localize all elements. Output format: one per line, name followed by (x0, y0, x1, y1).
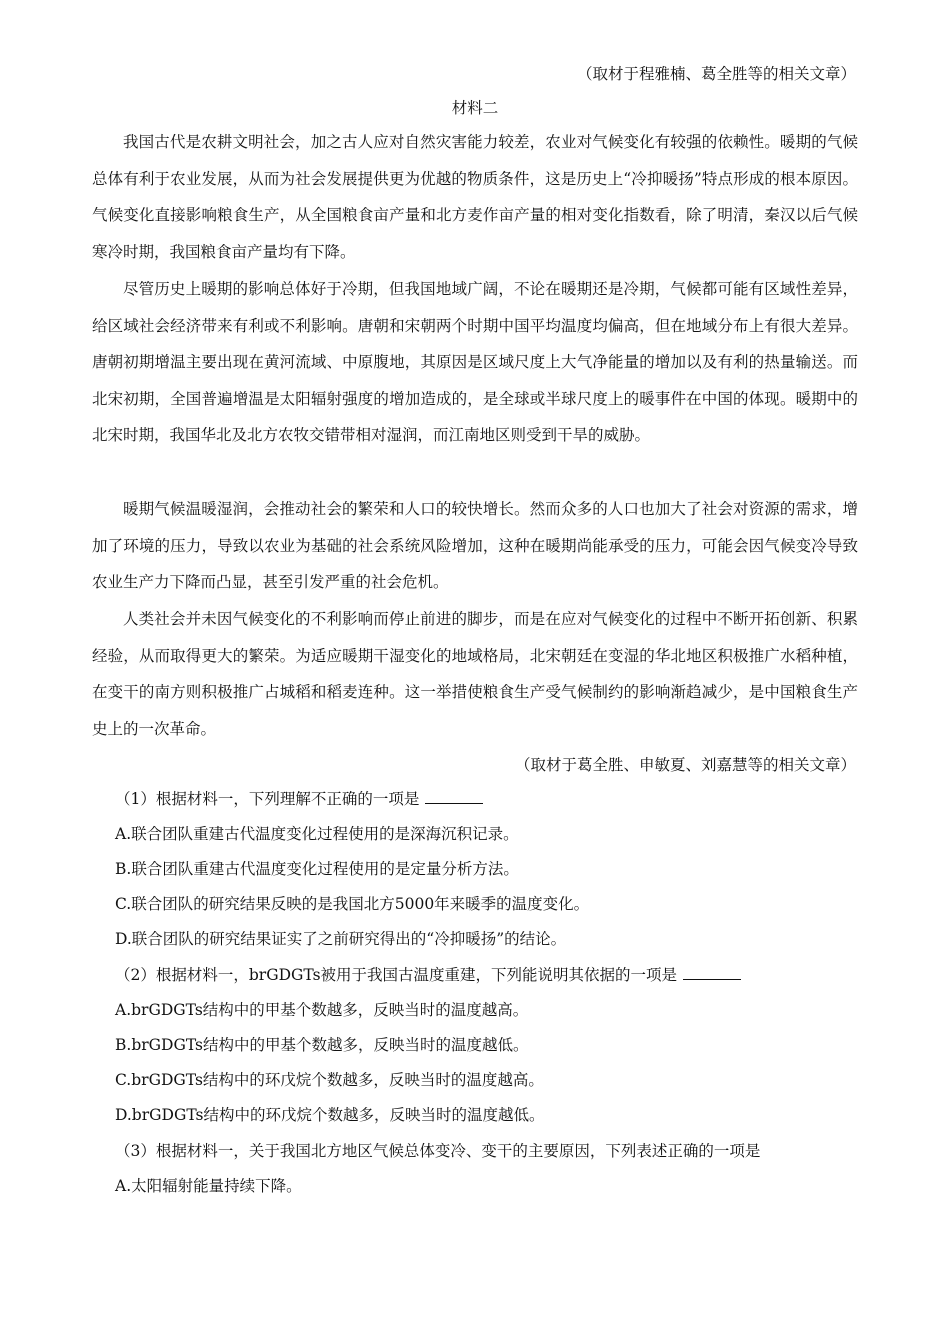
question-3-option-a: A.太阳辐射能量持续下降。 (115, 1177, 302, 1195)
question-2-text: （2）根据材料一，brGDGTs被用于我国古温度重建，下列能说明其依据的一项是 (115, 966, 678, 984)
question-2-option-c: C.brGDGTs结构中的环戊烷个数越多，反映当时的温度越高。 (115, 1071, 544, 1089)
source-citation-top: （取材于程雅楠、葛全胜等的相关文章） (576, 65, 856, 83)
answer-blank (683, 964, 741, 980)
paragraph-1: 我国古代是农耕文明社会，加之古人应对自然灾害能力较差，农业对气候变化有较强的依赖性。暖期的气候总体有利于农业发展，从而为社会发展提供更为优越的物质条件，这是历史上“冷抑暖扬”特点形成的根本原因。气候变化直接影响粮食生产，从全国粮食亩产量和北方麦作亩产量的相对变化指数看，除了明清，秦汉以后气候寒冷时期，我国粮食亩产量均有下降。 (92, 133, 858, 261)
question-1-option-b: B.联合团队重建古代温度变化过程使用的是定量分析方法。 (115, 860, 519, 878)
question-2-stem (115, 963, 741, 987)
paragraph-3: 暖期气候温暖湿润，会推动社会的繁荣和人口的较快增长。然而众多的人口也加大了社会对资源的需求，增加了环境的压力，导致以农业为基础的社会系统风险增加，这种在暖期尚能承受的压力，可能会因气候变冷导致农业生产力下降而凸显，甚至引发严重的社会危机。 (92, 500, 858, 591)
question-3-stem: （3）根据材料一，关于我国北方地区气候总体变冷、变干的主要原因，下列表述正确的一项是 (115, 1142, 761, 1160)
question-1-option-a: A.联合团队重建古代温度变化过程使用的是深海沉积记录。 (115, 825, 519, 843)
material-heading: 材料二 (451, 99, 499, 117)
question-1-text: （1）根据材料一，下列理解不正确的一项是 (115, 790, 420, 808)
paragraph-4: 人类社会并未因气候变化的不利影响而停止前进的脚步，而是在应对气候变化的过程中不断开拓创新、积累经验，从而取得更大的繁荣。为适应暖期干湿变化的地域格局，北宋朝廷在变湿的华北地区积极推广水稻种植，在变干的南方则积极推广占城稻和稻麦连种。这一举措使粮食生产受气候制约的影响渐趋减少，是中国粮食生产史上的一次革命。 (92, 610, 858, 738)
paragraph-2: 尽管历史上暖期的影响总体好于冷期，但我国地域广阔，不论在暖期还是冷期，气候都可能有区域性差异，给区域社会经济带来有利或不利影响。唐朝和宋朝两个时期中国平均温度均偏高，但在地域分布上有很大差异。唐朝初期增温主要出现在黄河流域、中原腹地，其原因是区域尺度上大气净能量的增加以及有利的热量输送。而北宋初期，全国普遍增温是太阳辐射强度的增加造成的，是全球或半球尺度上的暖事件在中国的体现。暖期中的北宋时期，我国华北及北方农牧交错带相对湿润，而江南地区则受到干旱的威胁。 (92, 280, 858, 444)
answer-blank (425, 788, 483, 804)
question-2-option-a: A.brGDGTs结构中的甲基个数越多，反映当时的温度越高。 (115, 1001, 529, 1019)
source-citation-bottom: （取材于葛全胜、申敏夏、刘嘉慧等的相关文章） (514, 756, 856, 774)
question-2-option-d: D.brGDGTs结构中的环戊烷个数越多，反映当时的温度越低。 (115, 1106, 545, 1124)
question-1-option-c: C.联合团队的研究结果反映的是我国北方5000年来暖季的温度变化。 (115, 895, 590, 913)
question-1-stem (115, 787, 483, 811)
question-2-option-b: B.brGDGTs结构中的甲基个数越多，反映当时的温度越低。 (115, 1036, 529, 1054)
question-1-option-d: D.联合团队的研究结果证实了之前研究得出的“冷抑暖扬”的结论。 (115, 930, 567, 948)
